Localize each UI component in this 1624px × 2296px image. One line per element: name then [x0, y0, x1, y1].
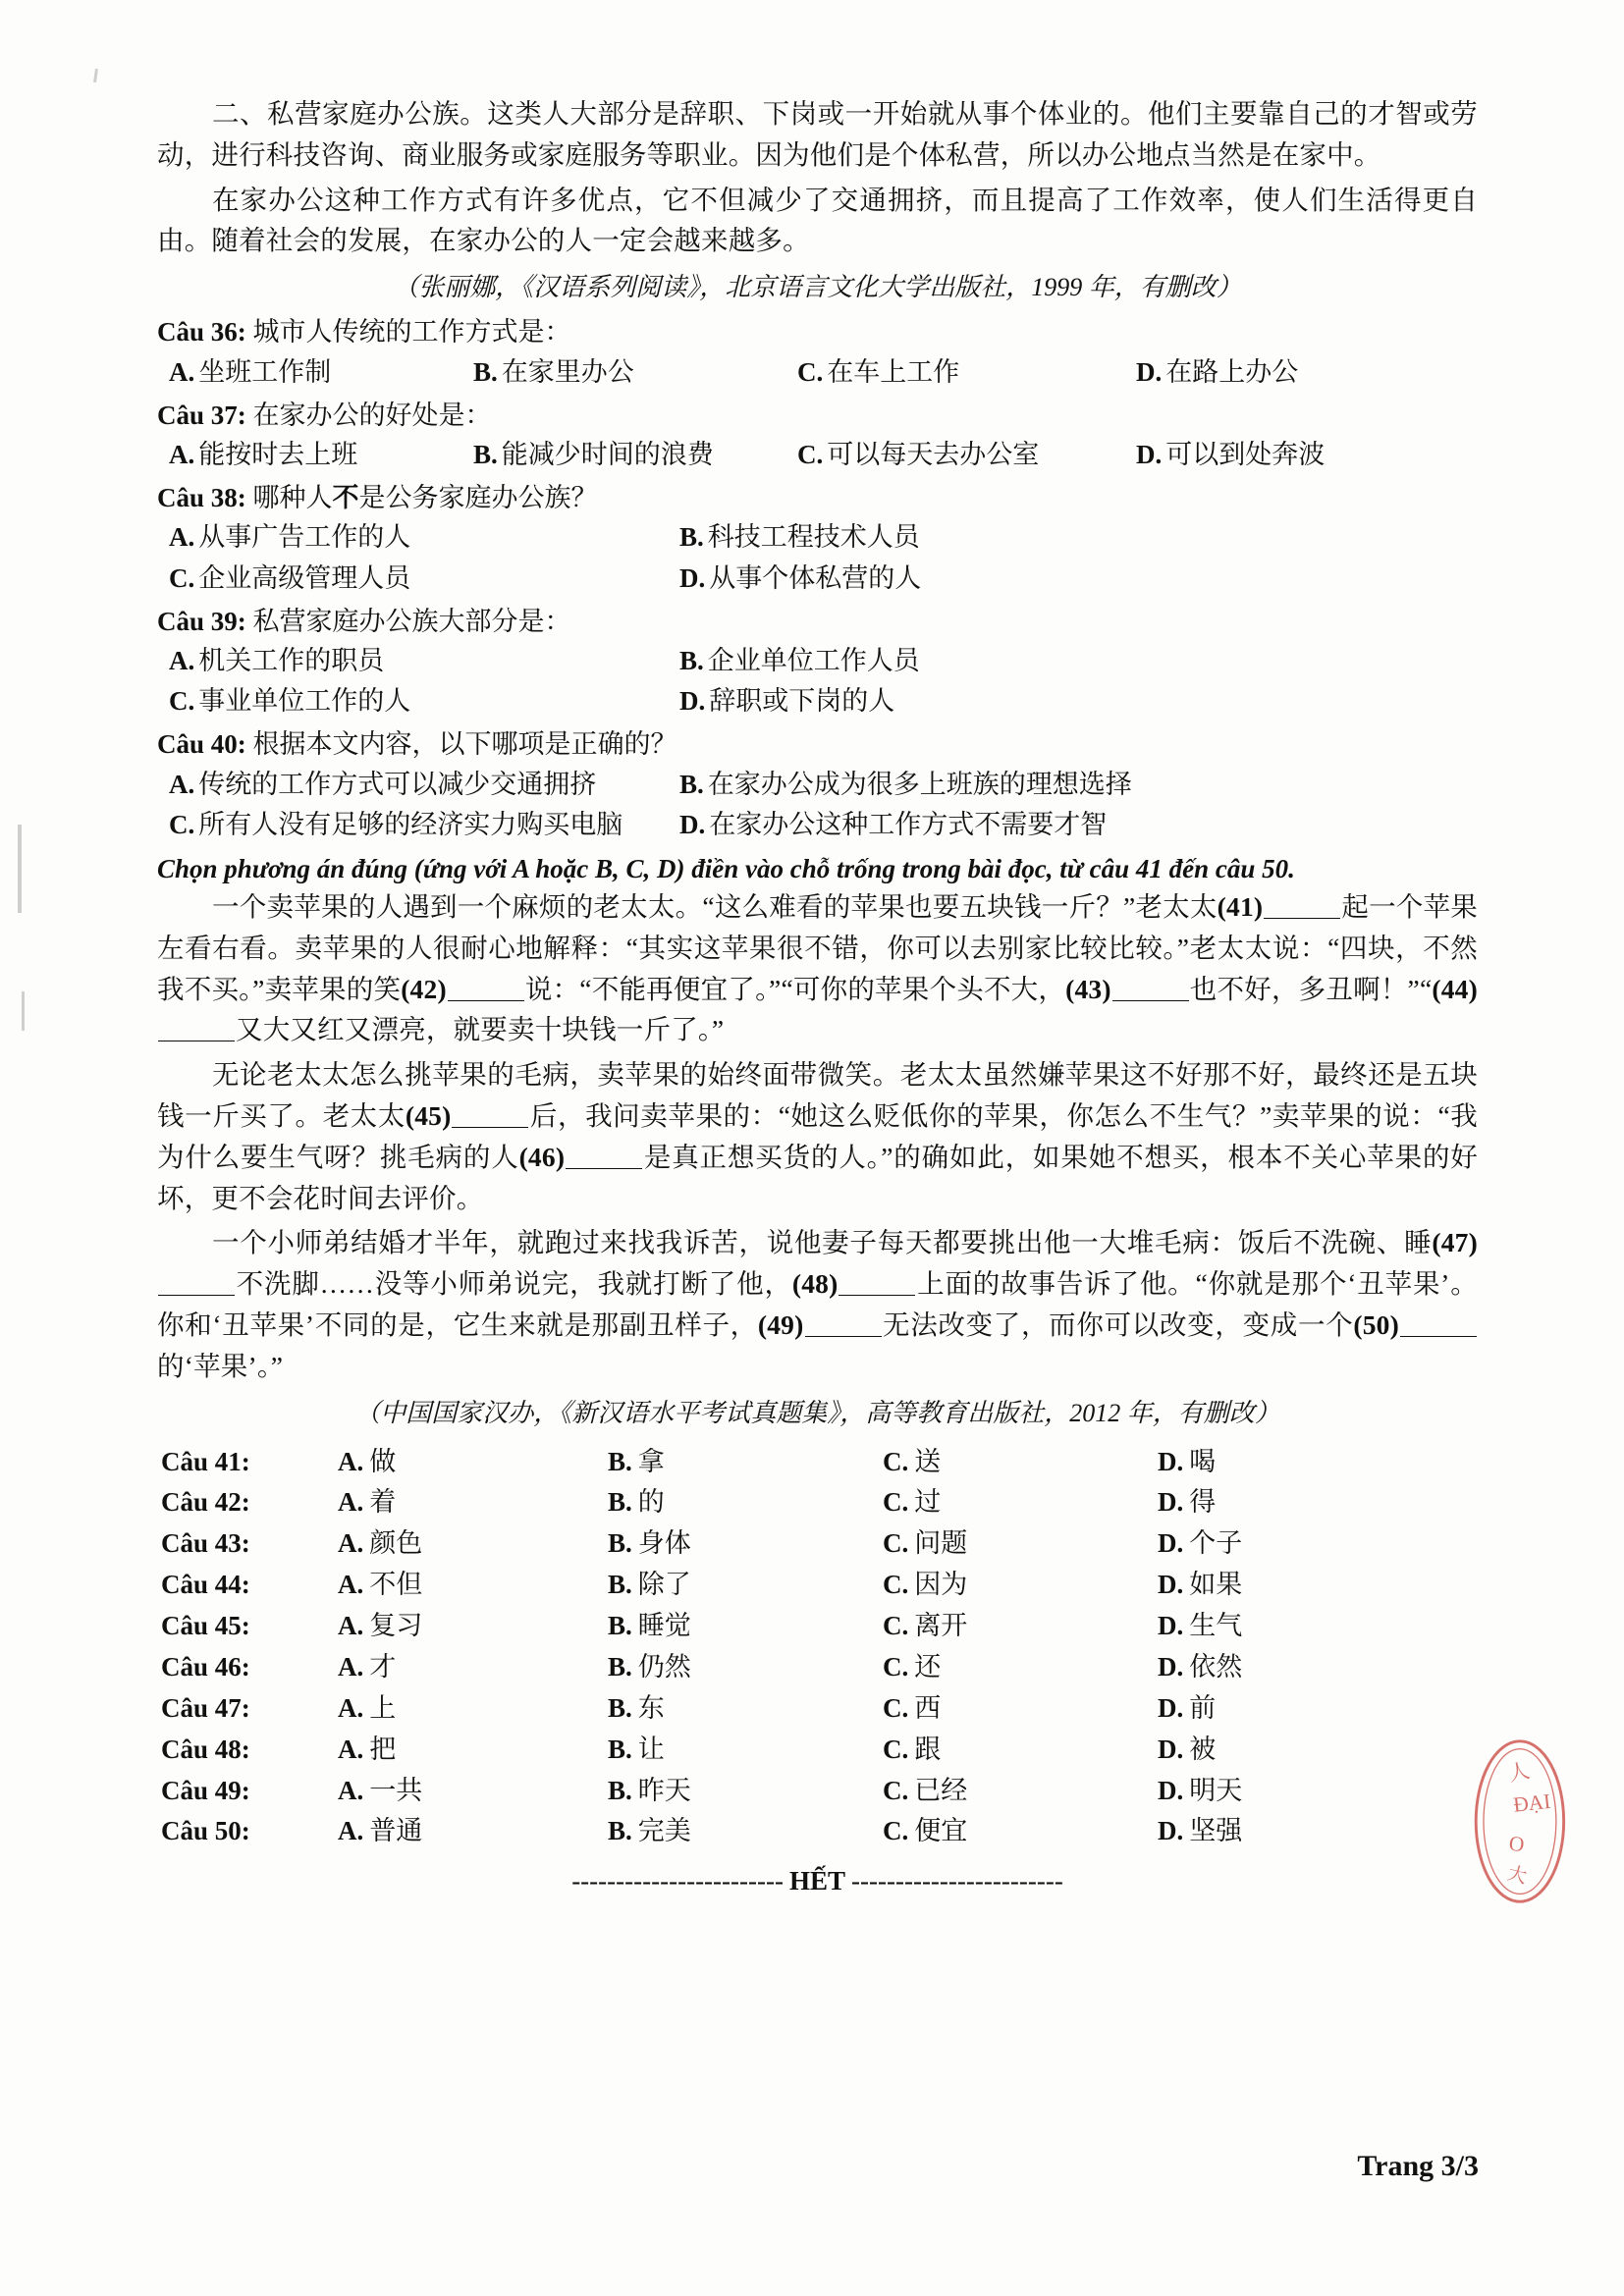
option-label: C.: [797, 356, 824, 387]
option-text: 能按时去上班: [198, 439, 358, 469]
option-text: 生气: [1189, 1611, 1243, 1641]
option-text: 复习: [369, 1611, 423, 1641]
option-text: 东: [637, 1692, 665, 1723]
question-stem: 私营家庭办公族大部分是：: [252, 606, 571, 636]
option-text: 把: [369, 1734, 397, 1764]
option-text: 坚强: [1189, 1816, 1243, 1846]
cloze-paragraph-3: [157, 1222, 1478, 1386]
option-row: [157, 642, 1478, 680]
option-label: C.: [883, 1528, 909, 1559]
cloze-blank-number-45: (45): [405, 1099, 452, 1131]
cloze-instruction: Chọn phương án đúng (ứng với A hoặc B, C, D) điền vào chỗ trống trong bài đọc, từ câu 41 đến câu 50.: [157, 853, 1295, 883]
option-d[interactable]: [679, 560, 1288, 598]
option-text: 可以每天去办公室: [827, 439, 1040, 469]
option-d[interactable]: [1158, 1566, 1403, 1604]
table-row: [157, 1772, 1478, 1810]
table-row: [157, 1443, 1478, 1481]
option-d[interactable]: [1136, 353, 1431, 392]
option-label: B.: [608, 1816, 632, 1846]
cloze-answer-table: [157, 1443, 1478, 1851]
option-label: B.: [679, 646, 704, 676]
option-text: 跟: [914, 1734, 942, 1764]
option-text: 完美: [637, 1816, 691, 1846]
option-row: [157, 436, 1478, 474]
question-number: Câu 42:: [161, 1487, 250, 1518]
end-marker: [157, 1866, 1478, 1896]
cloze-text: 是真正想买货的人。”的确如此，如果她不想买，根本不关心苹果的好坏，更不会花时间去评价。: [157, 1141, 1478, 1213]
option-d[interactable]: [679, 682, 1288, 721]
table-row: [157, 1607, 1478, 1645]
option-text: 前: [1189, 1692, 1217, 1723]
cloze-blank-42[interactable]: [448, 1000, 524, 1001]
option-label: B.: [473, 439, 498, 469]
option-d[interactable]: [1158, 1689, 1403, 1728]
option-c[interactable]: [883, 1731, 1158, 1769]
option-b[interactable]: [473, 353, 797, 392]
option-text: 普通: [369, 1816, 423, 1846]
option-d[interactable]: [1158, 1443, 1403, 1481]
option-label: A.: [169, 522, 195, 553]
question-number: Câu 44:: [161, 1570, 250, 1600]
option-text: 仍然: [637, 1651, 691, 1682]
cloze-blank-49[interactable]: [805, 1336, 882, 1337]
cloze-text: 无法改变了，而你可以改变，变成一个: [882, 1308, 1354, 1340]
question-number: Câu 40:: [157, 729, 246, 760]
cloze-text: 又大又红又漂亮，就要卖十块钱一斤了。”: [236, 1014, 725, 1045]
cloze-blank-41[interactable]: [1264, 918, 1340, 919]
option-label: B.: [473, 356, 498, 387]
option-text: 能减少时间的浪费: [501, 439, 714, 469]
option-a[interactable]: [338, 1772, 608, 1810]
option-label: B.: [679, 769, 704, 799]
option-text: 除了: [637, 1570, 691, 1600]
question-37: [157, 397, 1478, 474]
svg-text:人: 人: [1506, 1758, 1533, 1787]
option-c[interactable]: [883, 1648, 1158, 1686]
cloze-blank-number-41: (41): [1217, 890, 1264, 922]
option-text: 颜色: [369, 1528, 423, 1559]
option-row: [157, 766, 1478, 804]
cloze-blank-43[interactable]: [1112, 1000, 1189, 1001]
option-a[interactable]: [338, 1812, 608, 1850]
option-text: 因为: [914, 1570, 968, 1600]
option-d[interactable]: [1158, 1607, 1403, 1645]
option-text: 一共: [369, 1775, 423, 1805]
cloze-blank-48[interactable]: [839, 1295, 915, 1296]
option-label: A.: [338, 1487, 364, 1518]
cloze-text: 起一个苹果左看右看。卖苹果的人很耐心地解释：“其实这苹果很不错，你可以去别家比较比较。”老太太说：“四块，不然我不买。”卖苹果的笑: [157, 890, 1478, 1004]
question-39: [157, 603, 1478, 721]
option-label: A.: [169, 439, 195, 469]
option-d[interactable]: [1158, 1524, 1403, 1563]
option-label: D.: [679, 809, 706, 839]
option-label: A.: [338, 1734, 364, 1764]
option-label: B.: [608, 1570, 632, 1600]
option-label: A.: [338, 1611, 364, 1641]
question-number: Câu 50:: [161, 1816, 250, 1846]
cloze-blank-47[interactable]: [158, 1295, 235, 1296]
option-label: C.: [883, 1446, 909, 1476]
option-b[interactable]: [679, 518, 1288, 557]
passage-paragraph-1: 二、私营家庭办公族。这类人大部分是辞职、下岗或一开始就从事个体业的。他们主要靠自己的才智或劳动，进行科技咨询、商业服务或家庭服务等职业。因为他们是个体私营，所以办公地点当然是在家中。: [157, 98, 1478, 170]
option-text: 着: [369, 1487, 397, 1518]
scan-artifact: [18, 825, 22, 913]
option-text: 得: [1189, 1487, 1217, 1518]
cloze-paragraph-2: [157, 1054, 1478, 1218]
option-label: B.: [608, 1611, 632, 1641]
option-text: 昨天: [637, 1775, 691, 1805]
svg-text:ĐẠI: ĐẠI: [1512, 1789, 1552, 1817]
option-text: 个子: [1189, 1528, 1243, 1559]
table-row: [157, 1812, 1478, 1850]
option-text: 西: [914, 1692, 942, 1723]
option-text: 被: [1189, 1734, 1217, 1764]
option-a[interactable]: [157, 436, 473, 474]
svg-text:O: O: [1507, 1831, 1526, 1857]
question-number: Câu 46:: [161, 1651, 250, 1682]
option-a[interactable]: [338, 1566, 608, 1604]
option-a[interactable]: [338, 1607, 608, 1645]
question-number: Câu 39:: [157, 606, 246, 636]
option-text: 便宜: [914, 1816, 968, 1846]
option-label: B.: [608, 1528, 632, 1559]
option-label: D.: [1158, 1611, 1184, 1641]
table-row: [157, 1689, 1478, 1728]
option-text: 上: [369, 1692, 397, 1723]
option-label: D.: [1158, 1528, 1184, 1559]
option-label: C.: [883, 1816, 909, 1846]
cloze-text: 后，我问卖苹果的：“她这么贬低你的苹果，你怎么不生气？”卖苹果的说：“我为什么要生气呀？挑毛病的人: [157, 1099, 1478, 1172]
option-d[interactable]: [1158, 1731, 1403, 1769]
option-label: A.: [169, 646, 195, 676]
option-label: C.: [883, 1734, 909, 1764]
option-label: C.: [169, 562, 195, 593]
option-b[interactable]: [608, 1443, 883, 1481]
option-text: 从事个体私营的人: [709, 562, 922, 593]
option-label: D.: [1158, 1651, 1184, 1682]
passage-source-2: （中国国家汉办，《新汉语水平考试真题集》，高等教育出版社，2012 年，有删改）: [354, 1398, 1280, 1427]
passage-paragraph-2: 在家办公这种工作方式有许多优点，它不但减少了交通拥挤，而且提高了工作效率，使人们生活得更自由。随着社会的发展，在家办公的人一定会越来越多。: [157, 184, 1478, 256]
option-label: C.: [169, 809, 195, 839]
cloze-text: 的‘苹果’。”: [157, 1350, 284, 1381]
scan-artifact: [22, 991, 25, 1031]
option-row: [157, 682, 1478, 721]
table-row: [157, 1731, 1478, 1769]
table-row: [157, 1648, 1478, 1686]
option-b[interactable]: [608, 1524, 883, 1563]
cloze-text: 上面的故事告诉了他。“你就是那个‘丑苹果’。你和‘丑苹果’不同的是，它生来就是那副丑样子，: [157, 1268, 1479, 1340]
cloze-blank-number-49: (49): [757, 1308, 804, 1340]
option-a[interactable]: [338, 1648, 608, 1686]
option-text: 科技工程技术人员: [707, 522, 920, 553]
option-text: 才: [369, 1651, 397, 1682]
option-text: 机关工作的职员: [198, 646, 385, 676]
option-c[interactable]: [883, 1689, 1158, 1728]
option-a[interactable]: [157, 518, 679, 557]
cloze-paragraph-1: [157, 886, 1478, 1050]
cloze-text: 一个小师弟结婚才半年，就跑过来找我诉苦，说他妻子每天都要挑出他一大堆毛病：饭后不洗碗、睡: [212, 1227, 1433, 1258]
option-text: 所有人没有足够的经济实力购买电脑: [198, 809, 623, 839]
option-text: 过: [914, 1487, 942, 1518]
option-b[interactable]: [608, 1772, 883, 1810]
option-text: 离开: [914, 1611, 968, 1641]
option-label: D.: [1158, 1487, 1184, 1518]
option-label: A.: [338, 1775, 364, 1805]
question-stem: 在家办公的好处是：: [252, 400, 492, 430]
passage-source-1: （张丽娜，《汉语系列阅读》，北京语言文化大学出版社，1999 年，有删改）: [393, 273, 1242, 302]
cloze-blank-number-42: (42): [401, 973, 447, 1004]
option-label: B.: [608, 1775, 632, 1805]
option-label: A.: [169, 356, 195, 387]
question-number: Câu 37:: [157, 400, 246, 430]
question-number: Câu 36:: [157, 317, 246, 347]
option-d[interactable]: [1158, 1812, 1403, 1850]
option-label: B.: [608, 1487, 632, 1518]
option-a[interactable]: [157, 642, 679, 680]
table-row: [157, 1524, 1478, 1563]
cloze-text: 无论老太太怎么挑苹果的毛病，卖苹果的始终面带微笑。老太太虽然嫌苹果这不好那不好，最终还是五块钱一斤买了。老太太: [157, 1059, 1478, 1131]
option-c[interactable]: [157, 806, 679, 844]
option-label: D.: [679, 686, 706, 717]
option-label: C.: [883, 1611, 909, 1641]
question-number: Câu 47:: [161, 1692, 250, 1723]
option-a[interactable]: [338, 1524, 608, 1563]
document-content: [157, 93, 1478, 1896]
cloze-blank-46[interactable]: [566, 1168, 642, 1169]
cloze-text: 不洗脚……没等小师弟说完，我就打断了他，: [236, 1268, 792, 1300]
cloze-blank-number-47: (47): [1432, 1227, 1478, 1258]
official-seal-stamp: [1464, 1735, 1570, 1907]
option-text: 拿: [637, 1446, 665, 1476]
cloze-blank-45[interactable]: [452, 1127, 528, 1128]
option-label: D.: [1158, 1775, 1184, 1805]
cloze-text: 说：“不能再便宜了。”“可你的苹果个头不大，: [524, 973, 1066, 1004]
option-text: 依然: [1189, 1651, 1243, 1682]
option-row: [157, 806, 1478, 844]
option-text: 送: [914, 1446, 942, 1476]
svg-text:大: 大: [1505, 1863, 1530, 1889]
option-label: D.: [1158, 1734, 1184, 1764]
question-36: [157, 313, 1478, 391]
option-label: B.: [608, 1446, 632, 1476]
end-marker-text: HẾT: [788, 1866, 846, 1896]
option-a[interactable]: [157, 766, 679, 804]
question-stem: 根据本文内容，以下哪项是正确的？: [252, 729, 677, 760]
option-label: C.: [797, 439, 824, 469]
option-text: 传统的工作方式可以减少交通拥挤: [198, 769, 597, 799]
cloze-blank-number-48: (48): [791, 1268, 839, 1300]
question-stem-pre: 哪种人: [252, 483, 333, 513]
option-label: D.: [1158, 1816, 1184, 1846]
option-label: D.: [1136, 439, 1163, 469]
option-c[interactable]: [797, 436, 1136, 474]
option-text: 让: [637, 1734, 665, 1764]
scan-artifact: [93, 69, 98, 82]
option-text: 可以到处奔波: [1165, 439, 1326, 469]
table-row: [157, 1566, 1478, 1604]
option-c[interactable]: [883, 1772, 1158, 1810]
option-c[interactable]: [797, 353, 1136, 392]
option-text: 身体: [637, 1528, 691, 1559]
option-d[interactable]: [679, 806, 1288, 844]
question-number: Câu 45:: [161, 1611, 250, 1641]
option-label: B.: [608, 1692, 632, 1723]
option-text: 问题: [914, 1528, 968, 1559]
option-b[interactable]: [608, 1607, 883, 1645]
option-c[interactable]: [883, 1483, 1158, 1522]
option-label: C.: [883, 1487, 909, 1518]
option-label: A.: [338, 1528, 364, 1559]
option-text: 从事广告工作的人: [198, 522, 411, 553]
option-text: 在家办公成为很多上班族的理想选择: [707, 769, 1132, 799]
end-marker-dashes-left: ------------------------: [571, 1866, 784, 1896]
cloze-blank-number-44: (44): [1432, 973, 1478, 1004]
option-text: 明天: [1189, 1775, 1243, 1805]
option-label: C.: [169, 686, 195, 717]
table-row: [157, 1483, 1478, 1522]
option-a[interactable]: [338, 1483, 608, 1522]
option-c[interactable]: [157, 682, 679, 721]
option-label: C.: [883, 1692, 909, 1723]
option-text: 如果: [1189, 1570, 1243, 1600]
option-label: B.: [679, 522, 704, 553]
option-text: 事业单位工作的人: [198, 686, 411, 717]
cloze-text: 一个卖苹果的人遇到一个麻烦的老太太。“这么难看的苹果也要五块钱一斤？”老太太: [212, 890, 1218, 922]
option-text: 的: [637, 1487, 665, 1518]
option-b[interactable]: [608, 1648, 883, 1686]
option-text: 坐班工作制: [198, 356, 332, 387]
option-d[interactable]: [1136, 436, 1431, 474]
cloze-blank-number-46: (46): [518, 1141, 566, 1172]
option-text: 做: [369, 1446, 397, 1476]
option-text: 不但: [369, 1570, 423, 1600]
option-b[interactable]: [608, 1483, 883, 1522]
option-label: A.: [338, 1816, 364, 1846]
option-text: 在家里办公: [501, 356, 634, 387]
option-b[interactable]: [473, 436, 797, 474]
option-a[interactable]: [338, 1443, 608, 1481]
question-number: Câu 41:: [161, 1446, 250, 1476]
option-text: 喝: [1189, 1446, 1217, 1476]
option-label: D.: [679, 562, 706, 593]
option-a[interactable]: [338, 1689, 608, 1728]
option-label: B.: [608, 1734, 632, 1764]
option-d[interactable]: [1158, 1772, 1403, 1810]
page-number: Trang 3/3: [1357, 2150, 1479, 2182]
option-b[interactable]: [608, 1731, 883, 1769]
option-c[interactable]: [883, 1607, 1158, 1645]
question-stem: 城市人传统的工作方式是：: [252, 317, 571, 347]
question-number: Câu 49:: [161, 1775, 250, 1805]
option-text: 企业单位工作人员: [707, 646, 920, 676]
option-row: [157, 560, 1478, 598]
option-label: D.: [1158, 1692, 1184, 1723]
cloze-blank-number-50: (50): [1353, 1308, 1399, 1340]
option-b[interactable]: [608, 1689, 883, 1728]
option-d[interactable]: [1158, 1483, 1403, 1522]
question-number: Câu 38:: [157, 483, 246, 513]
option-row: [157, 518, 1478, 557]
option-c[interactable]: [157, 560, 679, 598]
option-label: C.: [883, 1570, 909, 1600]
option-text: 在路上办公: [1165, 356, 1299, 387]
option-row: [157, 353, 1478, 392]
option-label: D.: [1158, 1570, 1184, 1600]
question-stem-post: 是公务家庭办公族？: [358, 483, 598, 513]
option-text: 在家办公这种工作方式不需要才智: [709, 809, 1108, 839]
option-c[interactable]: [883, 1443, 1158, 1481]
option-b[interactable]: [679, 766, 1288, 804]
question-40: [157, 725, 1478, 844]
option-label: C.: [883, 1651, 909, 1682]
option-label: A.: [338, 1446, 364, 1476]
option-c[interactable]: [883, 1566, 1158, 1604]
option-b[interactable]: [608, 1566, 883, 1604]
option-label: D.: [1158, 1446, 1184, 1476]
option-label: B.: [608, 1651, 632, 1682]
cloze-blank-number-43: (43): [1065, 973, 1111, 1004]
option-text: 企业高级管理人员: [198, 562, 411, 593]
option-label: D.: [1136, 356, 1163, 387]
option-b[interactable]: [608, 1812, 883, 1850]
option-d[interactable]: [1158, 1648, 1403, 1686]
option-text: 睡觉: [637, 1611, 691, 1641]
option-label: A.: [338, 1651, 364, 1682]
cloze-text: 也不好，多丑啊！”“: [1189, 973, 1433, 1004]
option-b[interactable]: [679, 642, 1288, 680]
option-label: A.: [338, 1692, 364, 1723]
option-a[interactable]: [157, 353, 473, 392]
option-text: 已经: [914, 1775, 968, 1805]
option-label: A.: [169, 769, 195, 799]
option-c[interactable]: [883, 1812, 1158, 1850]
question-stem-emphasis: 不: [332, 483, 359, 513]
cloze-blank-50[interactable]: [1400, 1336, 1477, 1337]
option-text: 还: [914, 1651, 942, 1682]
end-marker-dashes-right: ------------------------: [851, 1866, 1063, 1896]
option-text: 辞职或下岗的人: [709, 686, 895, 717]
option-c[interactable]: [883, 1524, 1158, 1563]
option-text: 在车上工作: [827, 356, 960, 387]
option-a[interactable]: [338, 1731, 608, 1769]
option-label: C.: [883, 1775, 909, 1805]
question-number: Câu 43:: [161, 1528, 250, 1559]
question-38: [157, 479, 1478, 598]
question-number: Câu 48:: [161, 1734, 250, 1764]
option-label: A.: [338, 1570, 364, 1600]
